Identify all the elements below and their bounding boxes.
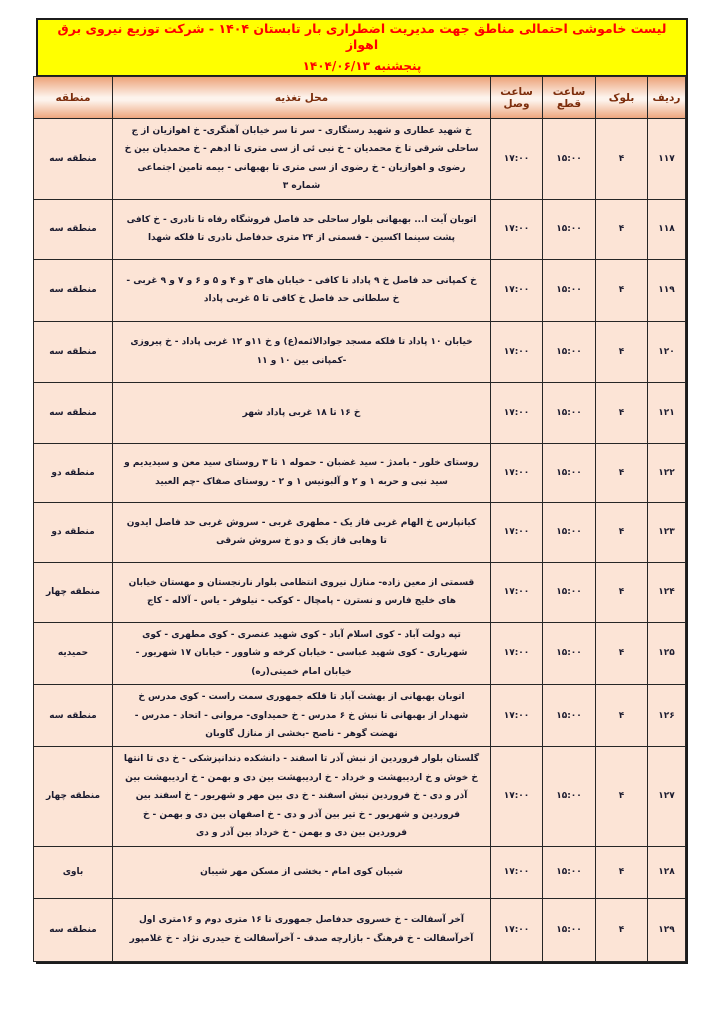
location-cell: اتوبان آیت ا... بهبهانی بلوار ساحلی حد فاصل فروشگاه رفاه تا نادری - خ کافی پشت سینما اکسین - قسمتی از ۲۴ متری حدفاصل نادری تا فلکه شهدا: [113, 199, 491, 259]
region-cell: منطقه سه: [34, 382, 113, 443]
reconnect-time-cell: ۱۷:۰۰: [491, 119, 543, 200]
location-cell: کیانپارس خ الهام غربی فاز یک - مطهری غربی - سروش غربی حد فاصل ایدون تا وهابی فاز یک و دو خ سروش شرقی: [113, 502, 491, 562]
location-cell: خ شهید عطاری و شهید رستگاری - سر تا سر خیابان آهنگری- خ اهوازیان از ج ساحلی شرقی تا خ محمدیان - خ نبی ئی از سی متری تا ادهم - خ محمدیان بین خ رضوی و اهوازیان - خ رضوی از سی متری تا بهبهانی - بیمه تامین اجتماعی شماره ۳: [113, 119, 491, 200]
location-cell: خیابان ۱۰ پاداد تا فلکه مسجد جوادالائمه(ع) و خ ۱۱و ۱۲ غربی پاداد - خ پیروزی -کمپانی بین ۱۰ و ۱۱: [113, 321, 491, 382]
reconnect-time-cell: ۱۷:۰۰: [491, 622, 543, 684]
header-location: محل تغذیه: [113, 77, 491, 119]
cut-time-cell: ۱۵:۰۰: [543, 622, 596, 684]
location-cell: تپه دولت آباد - کوی اسلام آباد - کوی شهید عنصری - کوی مطهری - کوی شهریاری - کوی شهید عباسی - خیابان کرخه و شاوور - خیابان ۱۷ شهریور - خیابان امام خمینی(ره): [113, 622, 491, 684]
header-block: بلوک: [596, 77, 648, 119]
reconnect-time-cell: ۱۷:۰۰: [491, 846, 543, 898]
location-cell: خ کمپانی حد فاصل خ ۹ پاداد تا کافی - خیابان های ۳ و ۴ و ۵ و ۶ و ۷ و ۹ غربی - خ سلطانی حد فاصل خ کافی تا ۵ غربی پاداد: [113, 259, 491, 321]
block-cell: ۴: [596, 846, 648, 898]
reconnect-time-cell: ۱۷:۰۰: [491, 898, 543, 961]
region-cell: منطقه دو: [34, 443, 113, 502]
row-number-cell: ۱۲۳: [648, 502, 686, 562]
reconnect-time-cell: ۱۷:۰۰: [491, 259, 543, 321]
table-row: [34, 382, 686, 443]
location-cell: قسمتی از معین زاده- منازل نیروی انتظامی بلوار نارنجستان و مهستان خیابان های خلیج فارس و نسترن - پامچال - کوکب - نیلوفر - یاس - آلاله - کاج: [113, 562, 491, 622]
row-number-cell: ۱۲۴: [648, 562, 686, 622]
table-row: [34, 199, 686, 259]
row-number-cell: ۱۱۹: [648, 259, 686, 321]
document-title-block: [38, 20, 686, 76]
region-cell: منطقه دو: [34, 502, 113, 562]
cut-time-cell: ۱۵:۰۰: [543, 898, 596, 961]
cut-time-cell: ۱۵:۰۰: [543, 502, 596, 562]
row-number-cell: ۱۱۷: [648, 119, 686, 200]
block-cell: ۴: [596, 259, 648, 321]
location-cell: روستای خلور - بامدژ - سید غضبان - حموله ۱ تا ۳ روستای سید معن و سیدیدیم و سید نبی و حربه ۱ و ۲ و آلبونیس ۱ و ۲ - روستای صفاک -چم العبید: [113, 443, 491, 502]
region-cell: منطقه سه: [34, 199, 113, 259]
cut-time-cell: ۱۵:۰۰: [543, 747, 596, 846]
block-cell: ۴: [596, 199, 648, 259]
table-row: [34, 685, 686, 747]
location-cell: اتوبان بهبهانی از بهشت آباد تا فلکه جمهوری سمت راست - کوی مدرس خ شهدار از بهبهانی تا نبش خ ۶ مدرس - خ حمیداوی- مروانی - اتحاد - مدرس - نهضت گوهر - ناصح -بخشی از منازل گاوبان: [113, 685, 491, 747]
table-row: [34, 321, 686, 382]
header-cut-time: ساعت قطع: [543, 77, 596, 119]
region-cell: منطقه سه: [34, 685, 113, 747]
row-number-cell: ۱۲۲: [648, 443, 686, 502]
region-cell: منطقه سه: [34, 898, 113, 961]
reconnect-time-cell: ۱۷:۰۰: [491, 502, 543, 562]
reconnect-time-cell: ۱۷:۰۰: [491, 199, 543, 259]
table-row: [34, 119, 686, 200]
reconnect-time-cell: ۱۷:۰۰: [491, 443, 543, 502]
block-cell: ۴: [596, 685, 648, 747]
reconnect-time-cell: ۱۷:۰۰: [491, 747, 543, 846]
table-row: [34, 846, 686, 898]
block-cell: ۴: [596, 502, 648, 562]
document-title: لیست خاموشی احتمالی مناطق جهت مدیریت اضطراری بار تابستان ۱۴۰۴ - شرکت توزیع نیروی برق اهواز: [57, 21, 667, 52]
cut-time-cell: ۱۵:۰۰: [543, 259, 596, 321]
reconnect-time-cell: ۱۷:۰۰: [491, 321, 543, 382]
outage-table: [33, 76, 686, 962]
header-region: منطقه: [34, 77, 113, 119]
location-cell: شیبان کوی امام - بخشی از مسکن مهر شیبان: [113, 846, 491, 898]
outage-list-sheet: [36, 18, 688, 964]
table-row: [34, 562, 686, 622]
row-number-cell: ۱۲۰: [648, 321, 686, 382]
block-cell: ۴: [596, 321, 648, 382]
table-row: [34, 622, 686, 684]
header-row-number: ردیف: [648, 77, 686, 119]
cut-time-cell: ۱۵:۰۰: [543, 846, 596, 898]
cut-time-cell: ۱۵:۰۰: [543, 562, 596, 622]
cut-time-cell: ۱۵:۰۰: [543, 443, 596, 502]
location-cell: گلستان بلوار فروردین از نبش آذر تا اسفند - دانشکده دندانپزشکی - خ دی تا انتها خ خوش و خ اردیبهشت و خرداد - خ اردیبهشت بین دی و بهمن - خ اردیبهشت بین آذر و دی - خ فروردین نبش اسفند - خ دی بین مهر و شهریور - خ اسفند بین فروردین و شهریور - خ تیر بین آذر و دی - خ اصفهان بین دی و بهمن - خ فروردین بین دی و بهمن - خ خرداد بین آذر و دی: [113, 747, 491, 846]
row-number-cell: ۱۱۸: [648, 199, 686, 259]
region-cell: منطقه چهار: [34, 747, 113, 846]
table-row: [34, 502, 686, 562]
reconnect-time-cell: ۱۷:۰۰: [491, 382, 543, 443]
region-cell: حمیدیه: [34, 622, 113, 684]
cut-time-cell: ۱۵:۰۰: [543, 199, 596, 259]
region-cell: منطقه چهار: [34, 562, 113, 622]
region-cell: منطقه سه: [34, 321, 113, 382]
location-cell: خ ۱۶ تا ۱۸ غربی پاداد شهر: [113, 382, 491, 443]
row-number-cell: ۱۲۱: [648, 382, 686, 443]
block-cell: ۴: [596, 898, 648, 961]
cut-time-cell: ۱۵:۰۰: [543, 685, 596, 747]
table-header-row: [34, 77, 686, 119]
location-cell: آخر آسفالت - خ خسروی حدفاصل جمهوری تا ۱۶ متری دوم و ۱۶متری اول آخرآسفالت - خ فرهنگ - بازارچه صدف - آخرآسفالت خ حیدری نژاد - خ غلامپور: [113, 898, 491, 961]
region-cell: باوی: [34, 846, 113, 898]
cut-time-cell: ۱۵:۰۰: [543, 119, 596, 200]
document-date: پنجشنبه ۱۴۰۴/۰۶/۱۳: [302, 58, 422, 73]
row-number-cell: ۱۲۵: [648, 622, 686, 684]
table-row: [34, 898, 686, 961]
row-number-cell: ۱۲۹: [648, 898, 686, 961]
block-cell: ۴: [596, 382, 648, 443]
cut-time-cell: ۱۵:۰۰: [543, 382, 596, 443]
block-cell: ۴: [596, 622, 648, 684]
block-cell: ۴: [596, 562, 648, 622]
region-cell: منطقه سه: [34, 259, 113, 321]
cut-time-cell: ۱۵:۰۰: [543, 321, 596, 382]
reconnect-time-cell: ۱۷:۰۰: [491, 685, 543, 747]
header-reconnect-time: ساعت وصل: [491, 77, 543, 119]
row-number-cell: ۱۲۶: [648, 685, 686, 747]
block-cell: ۴: [596, 747, 648, 846]
table-row: [34, 443, 686, 502]
reconnect-time-cell: ۱۷:۰۰: [491, 562, 543, 622]
row-number-cell: ۱۲۸: [648, 846, 686, 898]
block-cell: ۴: [596, 119, 648, 200]
table-row: [34, 747, 686, 846]
region-cell: منطقه سه: [34, 119, 113, 200]
table-row: [34, 259, 686, 321]
row-number-cell: ۱۲۷: [648, 747, 686, 846]
block-cell: ۴: [596, 443, 648, 502]
